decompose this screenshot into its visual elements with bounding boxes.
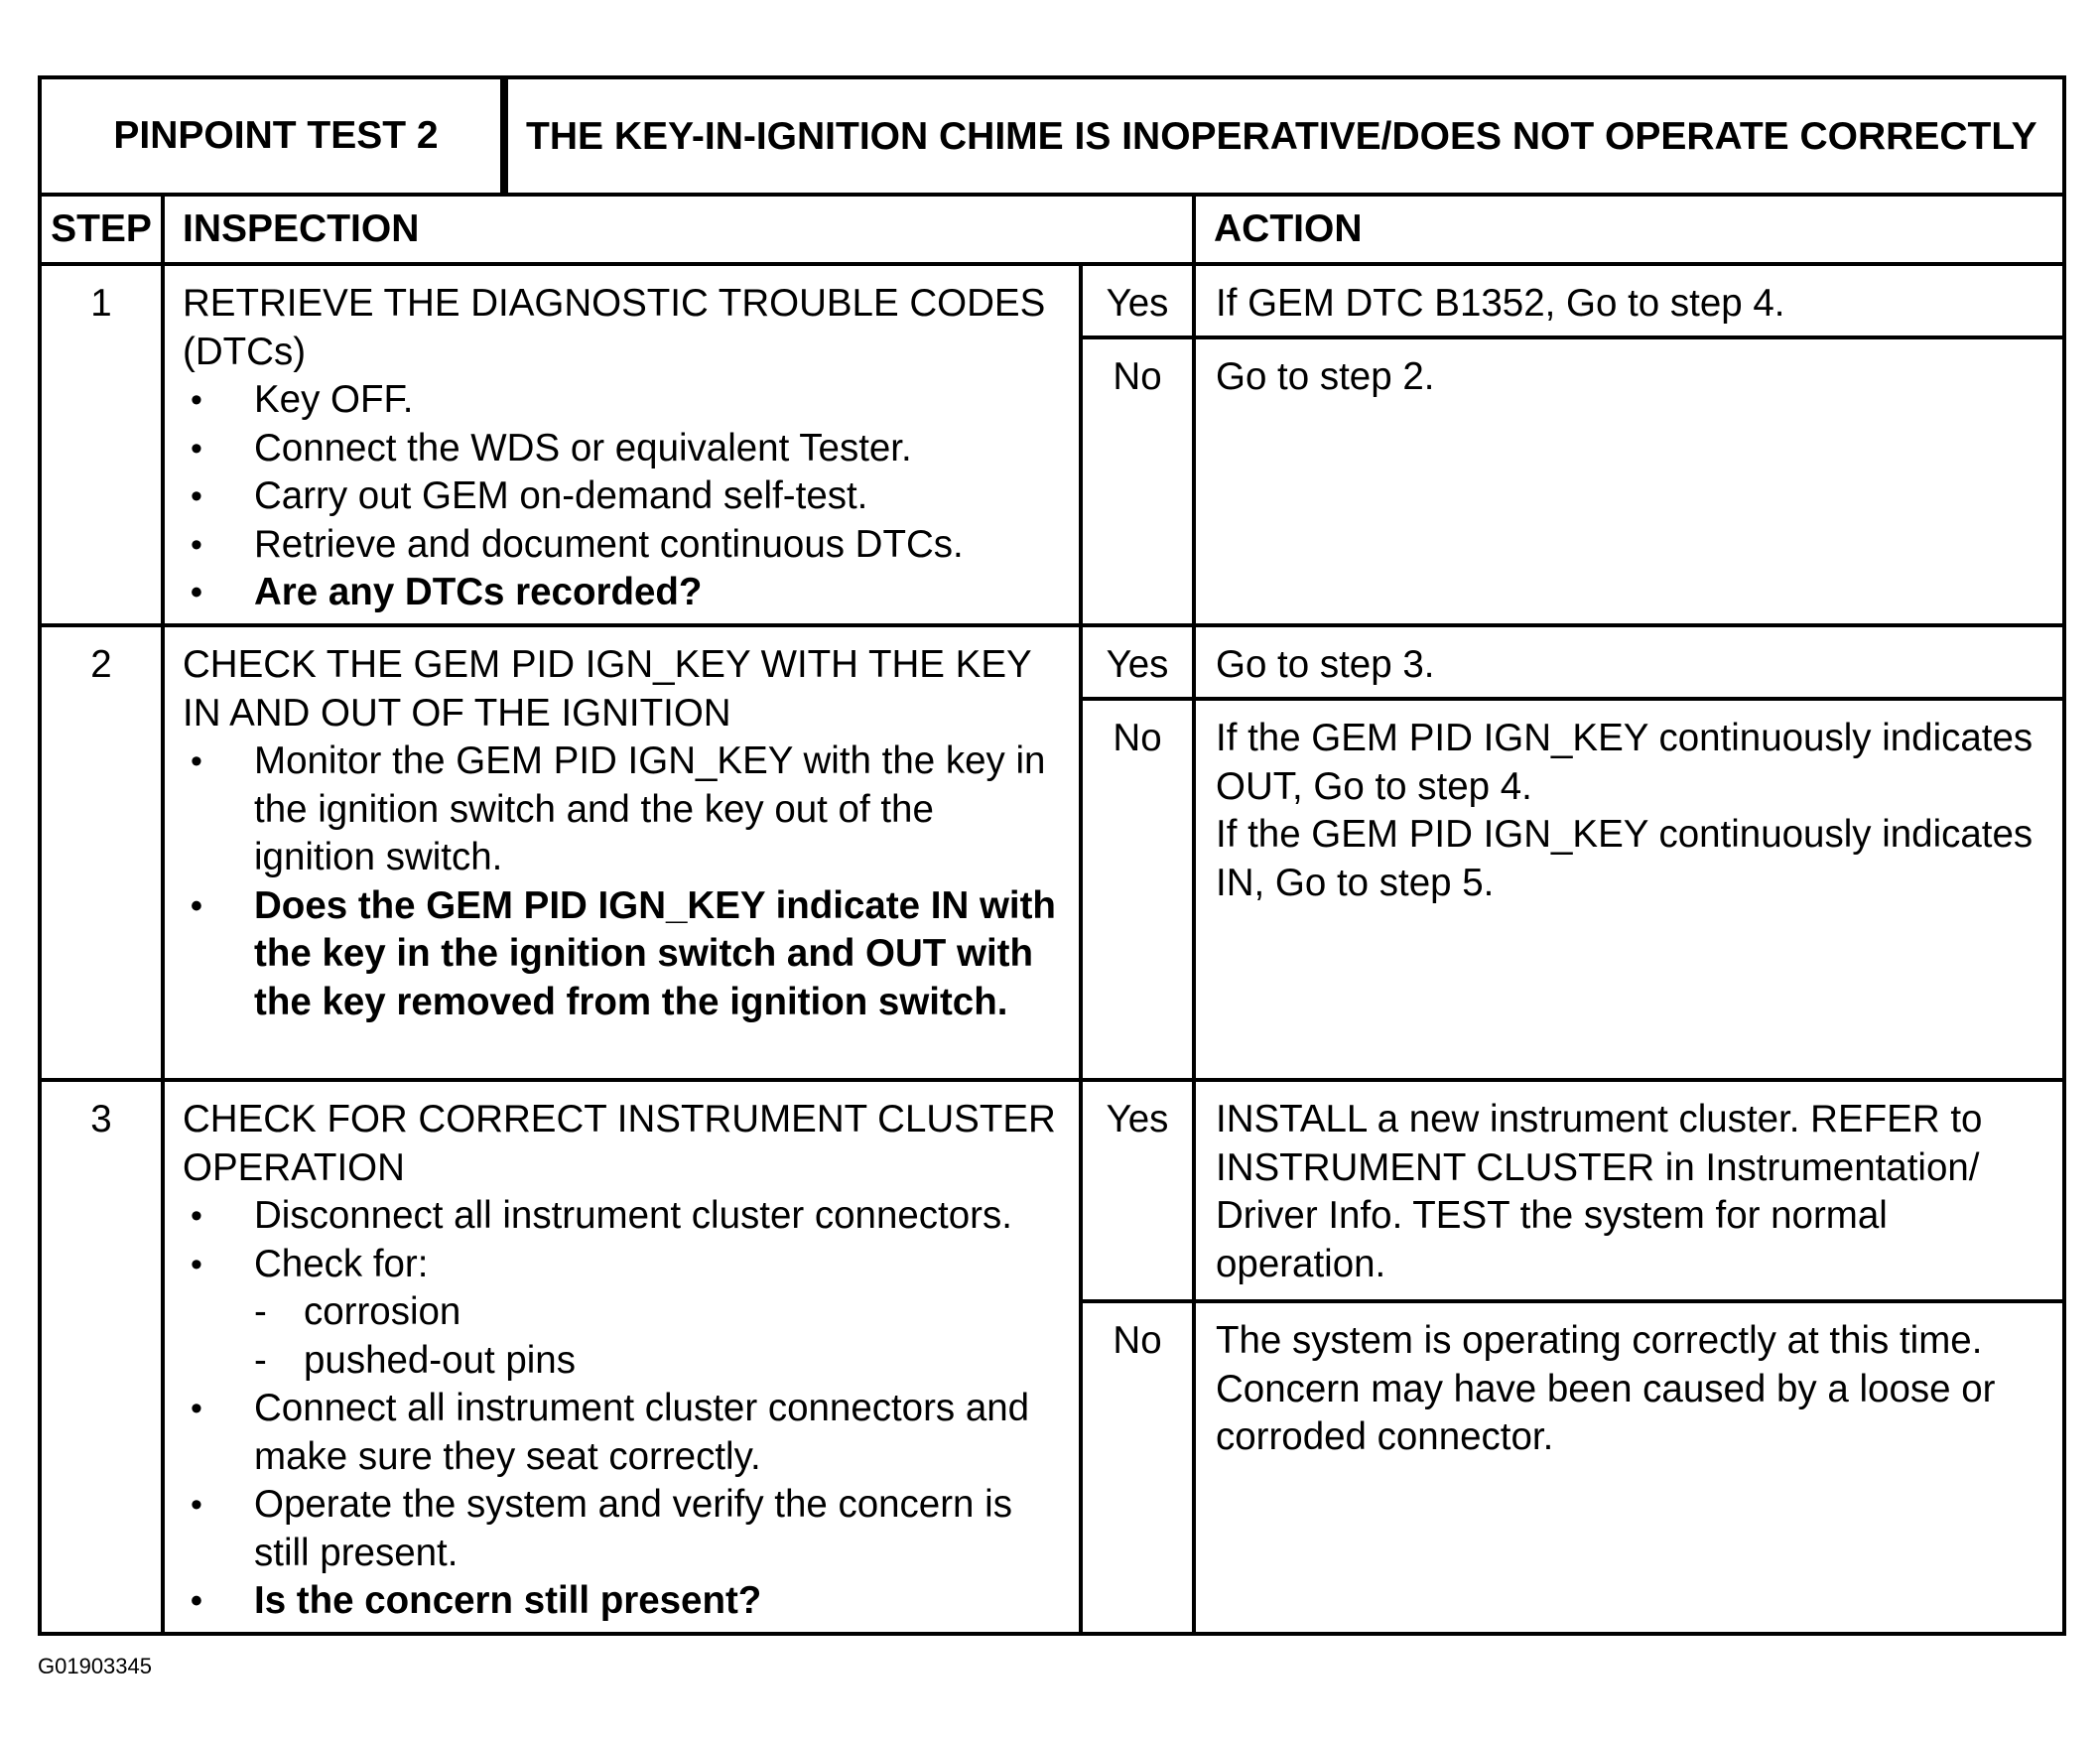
step-number: 1: [40, 264, 163, 625]
dash-marker: -: [254, 1338, 267, 1382]
yes-action: If GEM DTC B1352, Go to step 4.: [1194, 264, 2064, 337]
table-row: [40, 264, 2064, 337]
sub-list-item: [254, 1288, 1063, 1337]
column-header-row: [40, 195, 2064, 264]
inspection-question: • Are any DTCs recorded?: [183, 569, 1063, 617]
yes-action: Go to step 3.: [1194, 625, 2064, 699]
yes-label: Yes: [1081, 264, 1194, 337]
list-item: • Connect all instrument cluster connectors and make sure they seat correctly.: [183, 1385, 1063, 1481]
no-label: No: [1081, 1301, 1194, 1634]
pinpoint-test-sheet: [38, 75, 2066, 1629]
sub-list-item-label: corrosion: [304, 1290, 461, 1333]
list-item: [183, 1241, 1063, 1386]
step-number: 2: [40, 625, 163, 1080]
no-action-line: If the GEM PID IGN_KEY continuously indicates OUT, Go to step 4.: [1216, 717, 2034, 808]
inspection-bullets: [183, 737, 1063, 1026]
list-item: • Key OFF.: [183, 376, 1063, 425]
inspection-question: • Does the GEM PID IGN_KEY indicate IN with the key in the ignition switch and OUT with the key removed from the ignition switch.: [183, 882, 1063, 1027]
list-item: • Monitor the GEM PID IGN_KEY with the key in the ignition switch and the key out of the ignition switch.: [183, 737, 1063, 882]
sub-list-item-label: pushed-out pins: [304, 1338, 576, 1382]
column-header-step: STEP: [40, 195, 163, 264]
inspection-bullets: [183, 1192, 1063, 1626]
column-header-action: ACTION: [1194, 195, 2064, 264]
inspection-cell: [163, 264, 1081, 625]
column-header-inspection: INSPECTION: [163, 195, 1194, 264]
inspection-title: RETRIEVE THE DIAGNOSTIC TROUBLE CODES (DTCs): [183, 282, 1046, 373]
table-row: [40, 1080, 2064, 1301]
no-action: The system is operating correctly at this time. Concern may have been caused by a loose or corroded connector.: [1194, 1301, 2064, 1634]
test-label: PINPOINT TEST 2: [40, 77, 504, 195]
list-item: • Operate the system and verify the concern is still present.: [183, 1481, 1063, 1577]
list-item: • Carry out GEM on-demand self-test.: [183, 472, 1063, 521]
yes-action: INSTALL a new instrument cluster. REFER to INSTRUMENT CLUSTER in Instrumentation/ Driver Info. TEST the system for normal operation.: [1194, 1080, 2064, 1301]
inspection-title: CHECK THE GEM PID IGN_KEY WITH THE KEY IN AND OUT OF THE IGNITION: [183, 643, 1032, 735]
inspection-bullets: [183, 376, 1063, 617]
no-label: No: [1081, 337, 1194, 625]
no-action: Go to step 2.: [1194, 337, 2064, 625]
inspection-cell: [163, 625, 1081, 1080]
diagnostic-table: [38, 193, 2066, 1636]
dash-marker: -: [254, 1290, 267, 1333]
no-action: [1194, 699, 2064, 1080]
list-item: • Retrieve and document continuous DTCs.: [183, 521, 1063, 570]
inspection-question: • Is the concern still present?: [183, 1577, 1063, 1626]
yes-label: Yes: [1081, 625, 1194, 699]
no-action-line: If the GEM PID IGN_KEY continuously indicates IN, Go to step 5.: [1216, 813, 2034, 904]
list-item-label: Check for:: [254, 1242, 429, 1285]
test-title: THE KEY-IN-IGNITION CHIME IS INOPERATIVE/DOES NOT OPERATE CORRECTLY: [504, 77, 2064, 195]
inspection-cell: [163, 1080, 1081, 1634]
sub-list-item: [254, 1337, 1063, 1386]
sub-list: [254, 1288, 1063, 1385]
list-item: • Disconnect all instrument cluster connectors.: [183, 1192, 1063, 1241]
figure-id-caption: G01903345: [38, 1654, 152, 1678]
yes-label: Yes: [1081, 1080, 1194, 1301]
no-label: No: [1081, 699, 1194, 1080]
step-number: 3: [40, 1080, 163, 1634]
test-header-table: [38, 75, 2066, 197]
table-row: [40, 625, 2064, 699]
list-item: • Connect the WDS or equivalent Tester.: [183, 425, 1063, 473]
inspection-title: CHECK FOR CORRECT INSTRUMENT CLUSTER OPERATION: [183, 1098, 1056, 1189]
